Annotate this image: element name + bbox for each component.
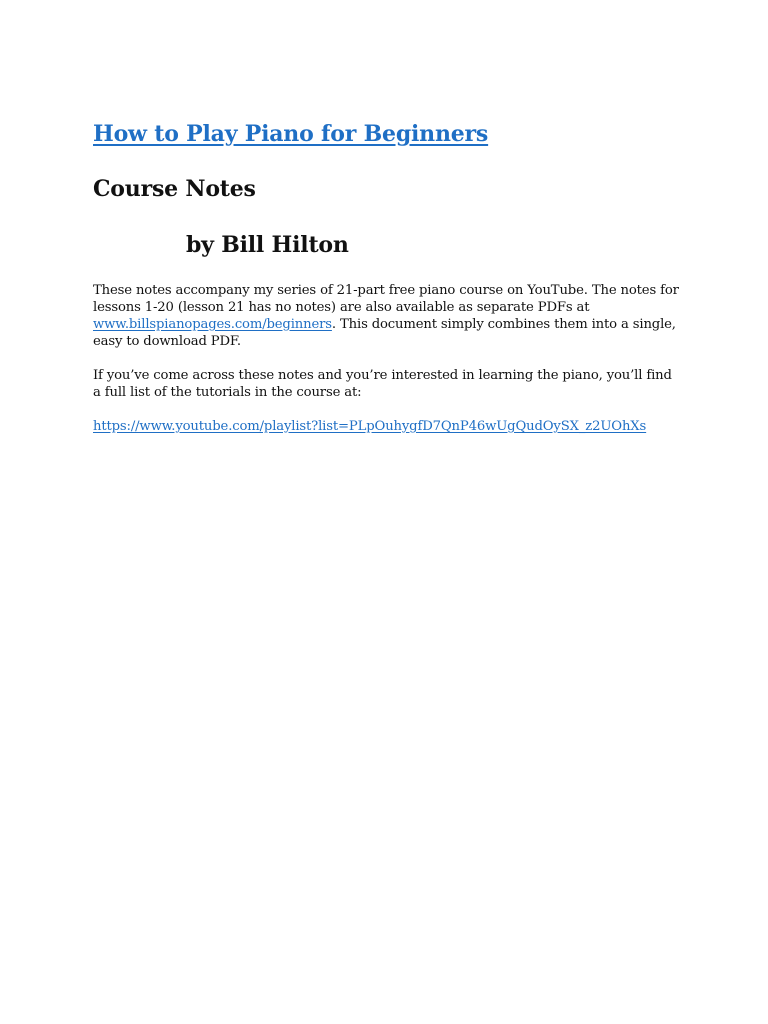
intro-text-after-link: . This document simply combines them into a single, easy to download PDF. [93, 317, 676, 349]
document-title-link[interactable]: How to Play Piano for Beginners [93, 121, 489, 147]
document-author: by Bill Hilton [186, 232, 349, 258]
document-title-wrapper [93, 118, 683, 150]
document-content [93, 118, 683, 435]
tutorials-paragraph: If you’ve come across these notes and you’re interested in learning the piano, you’ll find a full list of the tutorials in the course at: [93, 368, 672, 400]
intro-paragraph [93, 282, 683, 350]
intro-text-before-link: These notes accompany my series of 21-part free piano course on YouTube. The notes for lessons 1-20 (lesson 21 has no notes) are also available as separate PDFs at [93, 283, 679, 315]
document-subtitle: Course Notes [93, 176, 256, 202]
playlist-paragraph [93, 418, 673, 435]
playlist-link[interactable]: https://www.youtube.com/playlist?list=PLpOuhygfD7QnP46wUgQudOySX_z2UOhXs [93, 419, 647, 434]
website-link[interactable]: www.billspianopages.com/beginners [93, 317, 332, 332]
